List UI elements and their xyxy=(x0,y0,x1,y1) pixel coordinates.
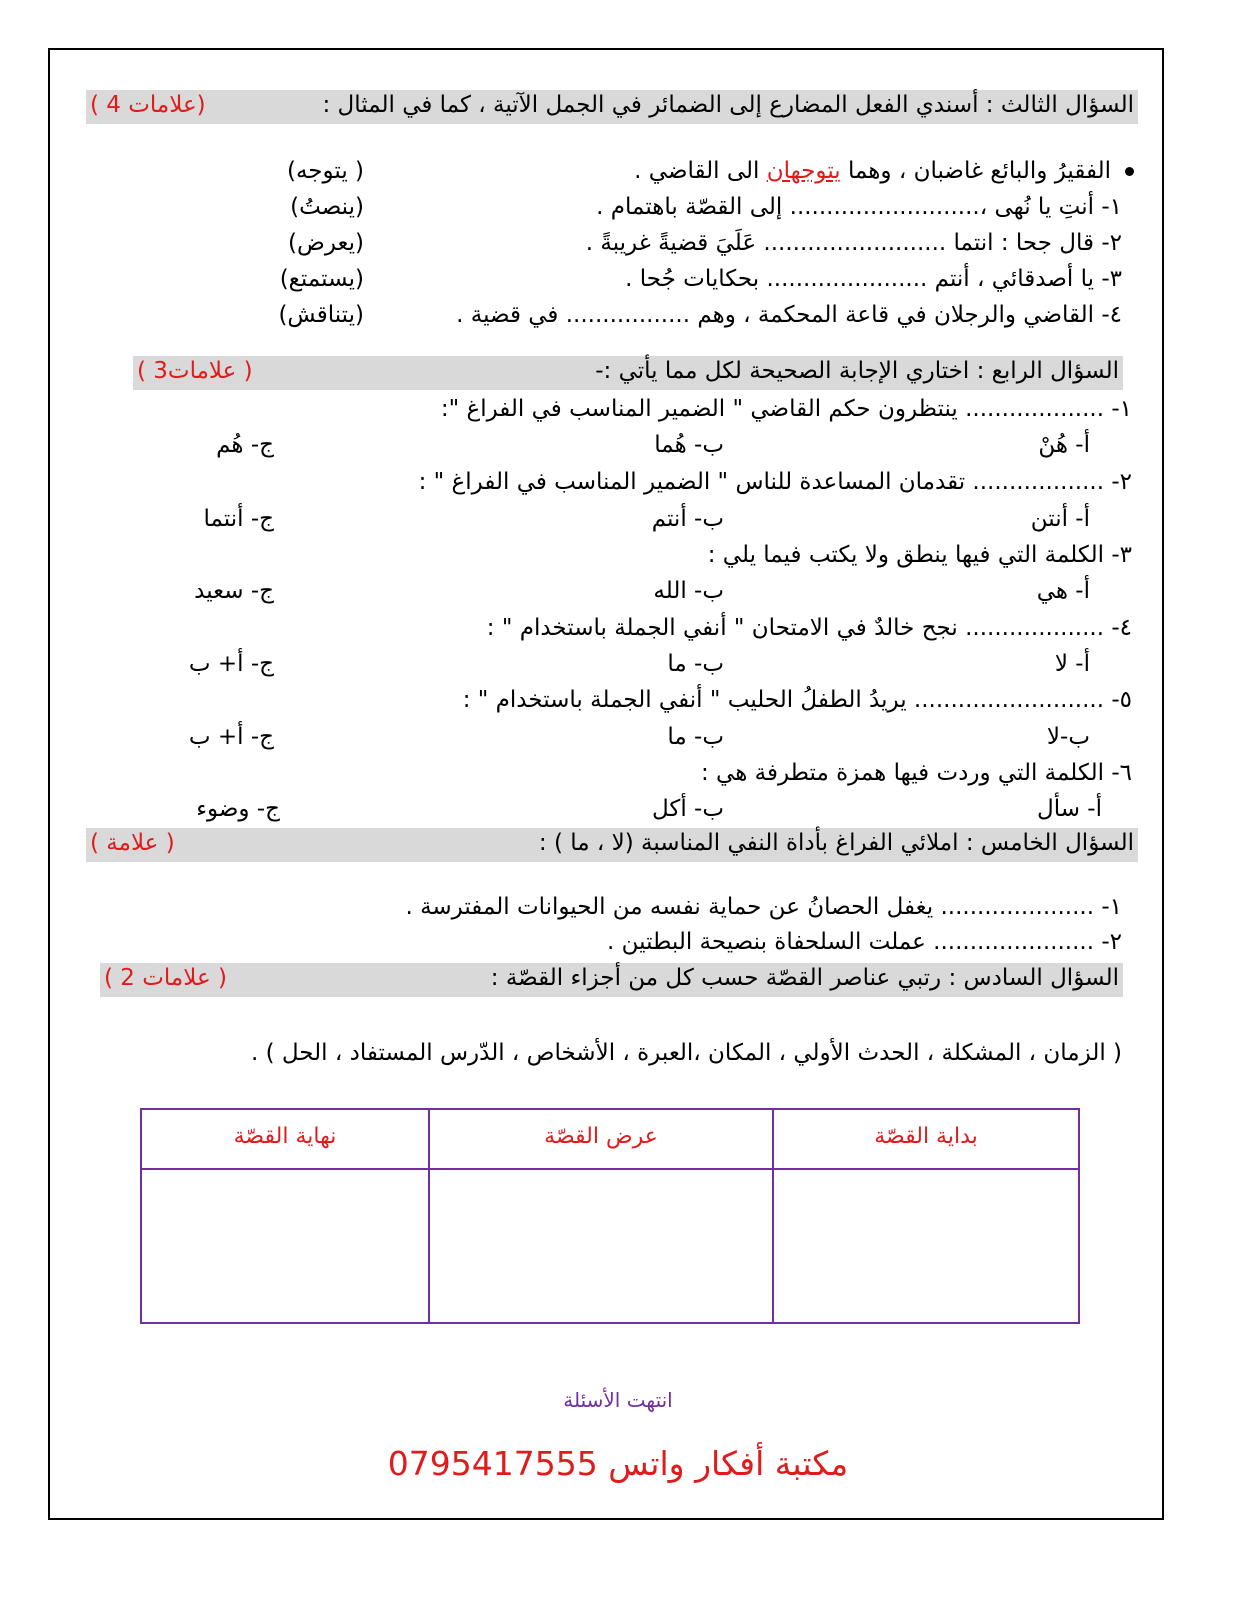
q4-item-4: ٤- ................... نجح خالدٌ في الامتحان " أنفي الجملة باستخدام " : xyxy=(486,615,1132,641)
q3-example-hint: ( يتوجه) xyxy=(286,158,364,184)
q4-item-6-opt-c: ج- وضوء xyxy=(196,796,280,822)
q4-item-4-opt-a: أ- لا xyxy=(1054,651,1090,677)
q3-hint-4: (يتناقش) xyxy=(278,302,364,328)
q4-marks: ( 3علامات ) xyxy=(137,358,253,384)
q4-item-2-opt-c: ج- أنتما xyxy=(203,506,274,532)
q4-item-4-opt-b: ب- ما xyxy=(667,651,724,677)
story-table-header-row xyxy=(141,1109,1079,1169)
q6-marks: ( 2 علامات ) xyxy=(104,965,227,991)
footer-bookshop: مكتبة أفكار واتس 0795417555 xyxy=(387,1444,849,1483)
q4-item-1-opt-a: أ- هُنْ xyxy=(1038,432,1090,458)
story-table-header-beginning: بداية القصّة xyxy=(773,1109,1079,1169)
q4-item-3: ٣- الكلمة التي فيها ينطق ولا يكتب فيما يلي : xyxy=(707,542,1132,568)
q6-title: السؤال السادس : رتبي عناصر القصّة حسب كل من أجزاء القصّة : xyxy=(490,965,1119,991)
q4-item-3-opt-c: ج- سعيد xyxy=(194,578,274,604)
q6-header xyxy=(100,963,1123,997)
q4-item-3-opt-b: ب- الله xyxy=(653,578,724,604)
q3-example xyxy=(634,158,1134,184)
q5-header xyxy=(86,828,1138,862)
q4-item-4-opt-c: ج- أ+ ب xyxy=(188,651,274,677)
story-table-answer-row xyxy=(141,1169,1079,1323)
story-table xyxy=(140,1108,1080,1324)
q3-hint-3: (يستمتع) xyxy=(279,266,364,292)
q5-item-2: ٢- ...................... عملت السلحفاة بنصيحة البطتين . xyxy=(607,929,1122,955)
q4-title: السؤال الرابع : اختاري الإجابة الصحيحة لكل مما يأتي :- xyxy=(595,358,1119,384)
q5-title: السؤال الخامس : املائي الفراغ بأداة النفي المناسبة (لا ، ما ) : xyxy=(538,830,1134,856)
q3-hint-2: (يعرض) xyxy=(288,230,364,256)
q3-header xyxy=(86,90,1138,124)
q4-item-2: ٢- .................. تقدمان المساعدة للناس " الضمير المناسب في الفراغ " : xyxy=(418,469,1132,495)
q5-item-1: ١- ..................... يغفل الحصانُ عن حماية نفسه من الحيوانات المفترسة . xyxy=(405,894,1122,920)
q4-header xyxy=(133,356,1123,390)
q3-hint-1: (ينصتُ) xyxy=(290,194,364,220)
q3-item-2: ٢- قال جحا : انتما ......................... عَلَيَ قضيةً غريبةً . xyxy=(585,230,1122,256)
story-table-cell-beginning[interactable] xyxy=(773,1169,1079,1323)
q4-item-1: ١- ................... ينتظرون حكم القاضي " الضمير المناسب في الفراغ ": xyxy=(440,396,1132,422)
end-note: انتهت الأسئلة xyxy=(563,1388,673,1412)
q3-example-verb: يتوجهان xyxy=(766,158,841,184)
q3-marks: ( 4 علامات) xyxy=(90,92,206,118)
q3-title: السؤال الثالث : أسندي الفعل المضارع إلى الضمائر في الجمل الآتية ، كما في المثال : xyxy=(322,92,1134,118)
q6-elements: ( الزمان ، المشكلة ، الحدث الأولي ، المكان ،العبرة ، الأشخاص ، الدّرس المستفاد ، الحل ) . xyxy=(250,1040,1122,1066)
q3-item-3: ٣- يا أصدقائي ، أنتم ...................... بحكايات جُحا . xyxy=(625,266,1122,292)
q5-marks: ( علامة ) xyxy=(90,830,175,856)
q4-item-6-opt-a: أ- سأل xyxy=(1037,796,1102,822)
q3-item-1: ١- أنتِ يا نُهى ،.......................... إلى القصّة باهتمام . xyxy=(596,194,1122,220)
q3-example-post: الى القاضي . xyxy=(634,158,767,184)
q4-item-2-opt-b: ب- أنتم xyxy=(651,506,724,532)
story-table-header-middle: عرض القصّة xyxy=(429,1109,773,1169)
q4-item-3-opt-a: أ- هي xyxy=(1036,578,1090,604)
q4-item-1-opt-c: ج- هُم xyxy=(216,432,274,458)
q4-item-5-opt-b: ب- ما xyxy=(667,724,724,750)
bullet-icon xyxy=(1125,167,1134,176)
story-table-header-end: نهاية القصّة xyxy=(141,1109,429,1169)
q4-item-5-opt-c: ج- أ+ ب xyxy=(188,724,274,750)
q4-item-5-opt-a: ب-لا xyxy=(1046,724,1090,750)
q4-item-2-opt-a: أ- أنتن xyxy=(1030,506,1090,532)
q4-item-1-opt-b: ب- هُما xyxy=(654,432,724,458)
q3-item-4: ٤- القاضي والرجلان في قاعة المحكمة ، وهم ................. في قضية . xyxy=(456,302,1122,328)
q4-item-6: ٦- الكلمة التي وردت فيها همزة متطرفة هي : xyxy=(700,760,1132,786)
q3-example-pre: الفقيرُ والبائع غاضبان ، وهما xyxy=(840,158,1111,184)
q4-item-6-opt-b: ب- أكل xyxy=(651,796,724,822)
q4-item-5: ٥- .......................... يريدُ الطفلُ الحليب " أنفي الجملة باستخدام " : xyxy=(462,687,1132,713)
story-table-cell-middle[interactable] xyxy=(429,1169,773,1323)
story-table-cell-end[interactable] xyxy=(141,1169,429,1323)
